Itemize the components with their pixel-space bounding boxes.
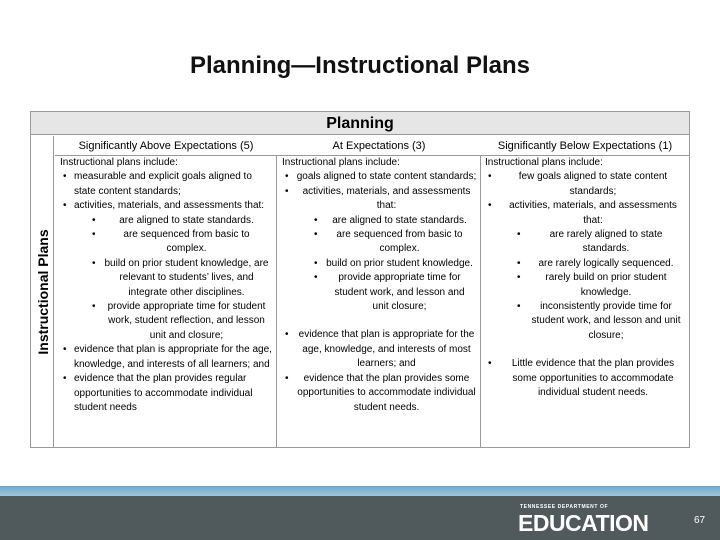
spacer [282, 314, 477, 328]
column-intro: Instructional plans include: [60, 157, 178, 168]
sub-list-item: • are sequenced from basic to complex. [82, 228, 273, 257]
column-at [277, 156, 481, 448]
list-item: • goals aligned to state content standards; [282, 170, 477, 184]
rubric-table [30, 111, 690, 448]
sub-list-item: • are rarely logically sequenced. [507, 257, 687, 271]
sub-list-item: • are aligned to state standards. [304, 214, 477, 228]
sub-list-item: • build on prior student knowledge. [304, 257, 477, 271]
page-number: 67 [694, 515, 706, 526]
footer-stripe [0, 486, 720, 496]
list-item: • evidence that the plan provides some opportunities to accommodate individual student needs. [282, 372, 477, 415]
list-item [282, 185, 477, 315]
education-logo: EDUCATION [518, 510, 649, 536]
list-item [60, 199, 273, 343]
column-intro: Instructional plans include: [485, 157, 603, 168]
list-item [485, 199, 687, 343]
side-label-text: Instructional Plans [34, 229, 51, 355]
sub-list-item: • are sequenced from basic to complex. [304, 228, 477, 257]
list-item-text: activities, materials, and assessments that: [509, 200, 677, 226]
side-label [32, 136, 54, 448]
sub-list-item: • provide appropriate time for student work, student reflection, and lesson unit and closure; [82, 300, 273, 343]
slide-title: Planning—Instructional Plans [189, 52, 531, 79]
spacer [485, 343, 687, 357]
sub-list-item: • inconsistently provide time for student work, and lesson and unit closure; [507, 300, 687, 343]
list-item: • measurable and explicit goals aligned to state content standards; [60, 170, 273, 199]
list-item: • few goals aligned to state content standards; [485, 170, 687, 199]
column-heading-below: Significantly Below Expectations (1) [497, 140, 673, 152]
list-item: • Little evidence that the plan provides some opportunities to accommodate individual student needs. [485, 357, 687, 400]
list-item-text: activities, materials, and assessments that: [302, 185, 471, 212]
sub-list-item: • provide appropriate time for student work, and lesson and unit closure; [304, 271, 477, 314]
column-headings [55, 136, 689, 156]
rubric-header: Planning [31, 112, 689, 135]
column-heading-above: Significantly Above Expectations (5) [78, 140, 254, 152]
column-heading-at: At Expectations (3) [332, 140, 426, 152]
sub-list-item: • rarely build on prior student knowledge. [507, 271, 687, 300]
list-item: • evidence that the plan provides regular opportunities to accommodate individual student needs [60, 372, 273, 415]
sub-list-item: • are rarely aligned to state standards. [507, 228, 687, 257]
logo-subtitle: TENNESSEE DEPARTMENT OF [520, 504, 609, 510]
list-item: • evidence that plan is appropriate for the age, knowledge, and interests of all learners; and [60, 343, 273, 372]
sub-list-item: • are aligned to state standards. [82, 214, 273, 228]
sub-list-item: • build on prior student knowledge, are relevant to students’ lives, and integrate other disciplines. [82, 257, 273, 300]
list-item: • evidence that plan is appropriate for the age, knowledge, and interests of most learners; and [282, 328, 477, 371]
column-intro: Instructional plans include: [282, 157, 400, 168]
column-above [55, 156, 277, 448]
column-below [481, 156, 689, 448]
list-item-text: activities, materials, and assessments that: [74, 200, 265, 212]
